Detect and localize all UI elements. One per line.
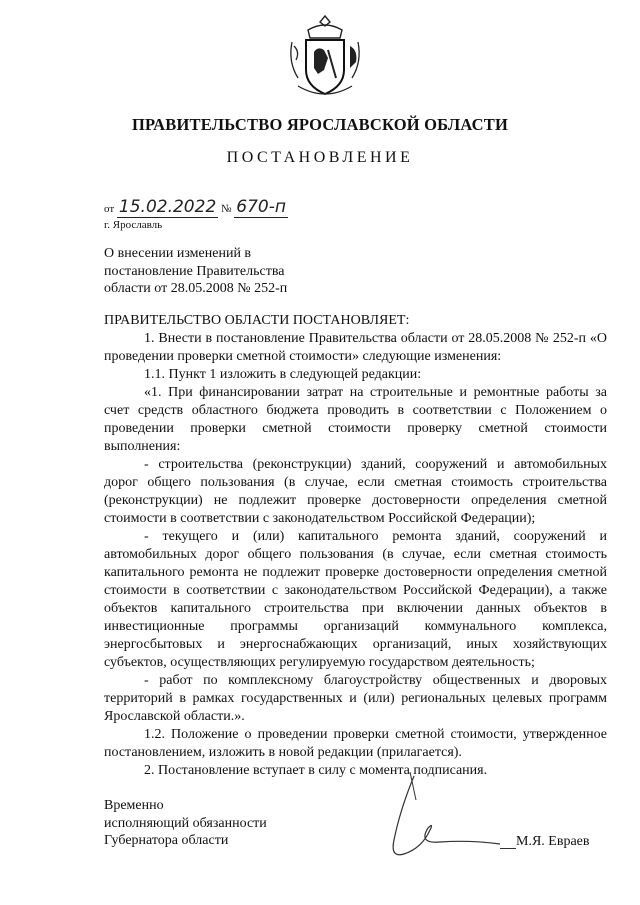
- signatory-name: М.Я. Евраев: [516, 834, 590, 849]
- body-paragraph: - строительства (реконструкции) зданий, сооружений и автомобильных дорог общего пользования (в случае, если сметная стоимость строительства (реконструкции) не подлежит проверке достоверности определения сметной стоимости в соответствии с законодательством Российской Федерации);: [104, 457, 607, 526]
- number-label: №: [221, 203, 232, 215]
- subject-line: О внесении изменений в: [104, 246, 252, 261]
- resolution-heading: ПРАВИТЕЛЬСТВО ОБЛАСТИ ПОСТАНОВЛЯЕТ:: [104, 313, 410, 328]
- date-number-line: [104, 197, 288, 217]
- body-paragraph: 1. Внести в постановление Правительства области от 28.05.2008 № 252-п «О проведении проверки сметной стоимости» следующие изменения:: [104, 331, 607, 364]
- body-paragraph: 2. Постановление вступает в силу с момента подписания.: [144, 763, 488, 778]
- body-paragraph: «1. При финансировании затрат на строительные и ремонтные работы за счет средств областного бюджета проводить в соответствии с Положением о проведении проверки сметной стоимости проверку сметной стоимости выполнения:: [104, 385, 607, 454]
- body-paragraph: 1.2. Положение о проведении проверки сметной стоимости, утвержденное постановлением, изложить в новой редакции (прилагается).: [104, 727, 607, 760]
- from-label: от: [104, 203, 115, 215]
- subject-line: области от 28.05.2008 № 252-п: [104, 281, 288, 296]
- document-body: [104, 312, 607, 780]
- city-label: г. Ярославль: [104, 219, 163, 231]
- document-type: ПОСТАНОВЛЕНИЕ: [226, 149, 414, 166]
- government-title: ПРАВИТЕЛЬСТВО ЯРОСЛАВСКОЙ ОБЛАСТИ: [131, 115, 509, 134]
- signatory-line: Временно: [104, 798, 164, 813]
- handwritten-date: 15.02.2022: [118, 197, 217, 217]
- signatory-line: исполняющий обязанности: [104, 815, 267, 831]
- body-paragraph: 1.1. Пункт 1 изложить в следующей редакции:: [144, 367, 422, 382]
- document-subject: [104, 245, 287, 298]
- subject-line: постановление Правительства: [104, 263, 285, 279]
- signatory-line: Губернатора области: [104, 833, 229, 848]
- body-paragraph: - текущего и (или) капитального ремонта зданий, сооружений и автомобильных дорог общего пользования (в случае, если сметная стоимость капитального ремонта не подлежит проверке достоверности определения сметной стоимости в соответствии с законодательством Российской Федерации), а также объектов капитального строительства при включении данных объектов в инвестиционные программы организаций коммунального комплекса, энергосбытовых и энергоснабжающих организаций, иных хозяйствующих субъектов, осуществляющих регулируемую государством деятельность;: [104, 529, 607, 670]
- handwritten-number: 670-п: [236, 197, 286, 217]
- signature-underline: [500, 848, 516, 849]
- handwritten-signature: [370, 770, 540, 870]
- signatory-position: [104, 797, 267, 850]
- coat-of-arms-emblem: [284, 12, 366, 100]
- body-paragraph: - работ по комплексному благоустройству общественных и дворовых территорий в рамках государственных и (или) региональных целевых программ Ярославской области.».: [104, 673, 607, 724]
